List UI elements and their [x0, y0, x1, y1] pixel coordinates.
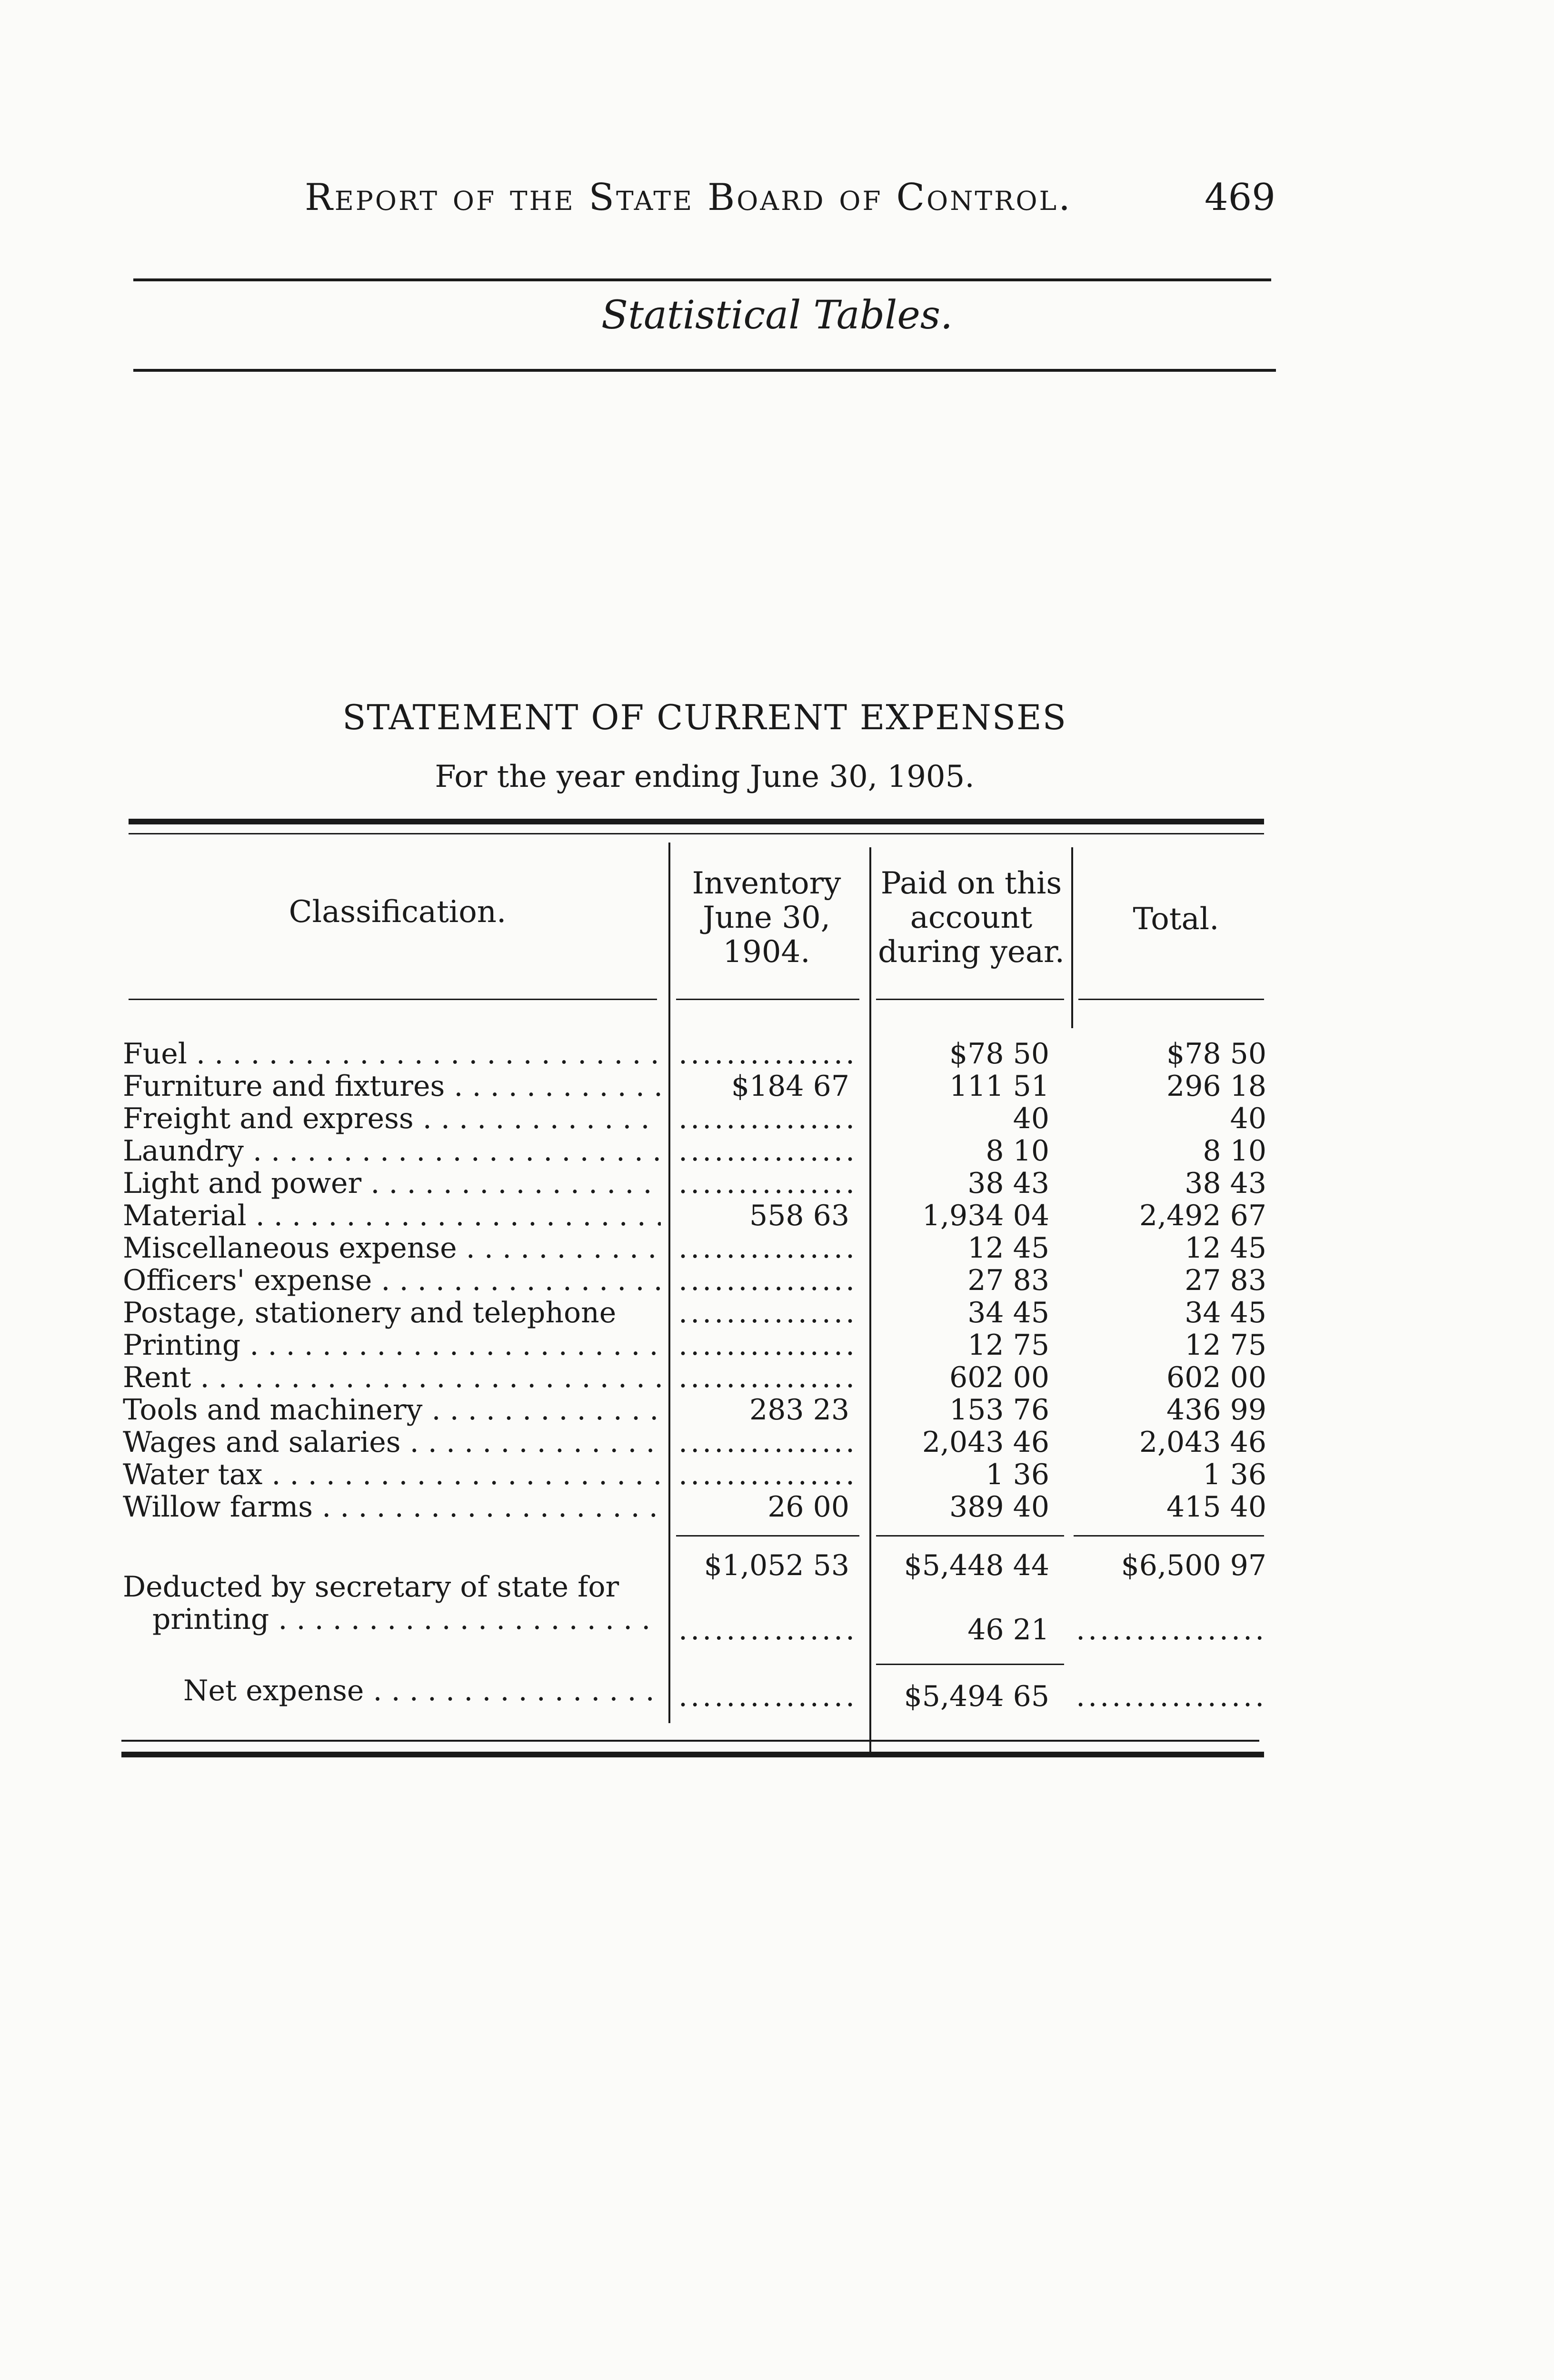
- row-inventory: 558 63: [749, 1199, 849, 1232]
- column-divider-2: [869, 847, 871, 1752]
- row-label: Wages and salaries . . .: [123, 1426, 661, 1458]
- row-paid: 153 76: [949, 1393, 1049, 1427]
- row-label: Postage, stationery and telephone: [123, 1297, 617, 1329]
- net-expense-label: Net expense . . .: [183, 1675, 662, 1707]
- row-label: Material . . .: [123, 1200, 661, 1232]
- net-total-leader: [1076, 1680, 1266, 1713]
- row-total: 34 45: [1185, 1296, 1266, 1329]
- row-paid: 111 51: [949, 1070, 1049, 1103]
- row-inventory-leader: [678, 1329, 859, 1361]
- header-rule-bottom: [133, 369, 1276, 372]
- table-subtitle: For the year ending June 30, 1905.: [435, 759, 975, 794]
- row-paid: 389 40: [949, 1490, 1049, 1524]
- row-total: 27 83: [1185, 1264, 1266, 1297]
- col-header-paid: Paid on this account during year.: [878, 866, 1065, 970]
- row-label: Light and power . . .: [123, 1167, 661, 1200]
- net-expense-paid: $5,494 65: [904, 1680, 1049, 1713]
- row-label: Officers' expense . . .: [123, 1264, 661, 1297]
- row-label: Water tax . . .: [123, 1458, 661, 1491]
- row-inventory-leader: [678, 1426, 859, 1458]
- row-paid: 602 00: [949, 1361, 1049, 1394]
- column-divider-3: [1071, 847, 1073, 1028]
- row-paid: 8 10: [986, 1134, 1049, 1168]
- table-top-rule-thick: [129, 819, 1264, 824]
- row-inventory-leader: [678, 1458, 859, 1491]
- net-rule-paid: [876, 1664, 1064, 1665]
- row-total: 12 45: [1185, 1231, 1266, 1265]
- deducted-total-leader: [1076, 1614, 1266, 1646]
- row-inventory-leader: [678, 1232, 859, 1264]
- row-label: Furniture and fixtures . . .: [123, 1070, 661, 1102]
- row-paid: 1,934 04: [922, 1199, 1049, 1232]
- row-paid: 38 43: [967, 1167, 1049, 1200]
- section-subtitle: Statistical Tables.: [601, 293, 953, 338]
- total-inventory: $1,052 53: [704, 1549, 849, 1582]
- row-label: Miscellaneous expense . . .: [123, 1232, 661, 1264]
- row-inventory: 26 00: [767, 1490, 849, 1524]
- table-top-rule-thin: [129, 833, 1264, 834]
- row-paid: 12 75: [967, 1329, 1049, 1362]
- grand-total: $6,500 97: [1121, 1549, 1266, 1582]
- row-inventory-leader: [678, 1038, 859, 1070]
- table-title: STATEMENT OF CURRENT EXPENSES: [342, 697, 1067, 737]
- row-total: 8 10: [1203, 1134, 1266, 1168]
- running-title: Report of the State Board of Control.: [305, 176, 1072, 219]
- table-bottom-rule-thick: [121, 1752, 1264, 1757]
- deducted-inventory-leader: [678, 1614, 859, 1646]
- row-total: 436 99: [1166, 1393, 1266, 1427]
- col-header-inventory: Inventory June 30, 1904.: [692, 866, 841, 970]
- row-inventory: $184 67: [731, 1070, 849, 1103]
- row-total: 1 36: [1203, 1458, 1266, 1491]
- col-header-classification: Classification.: [289, 894, 507, 930]
- row-label: Rent . . .: [123, 1361, 661, 1394]
- row-inventory-leader: [678, 1167, 859, 1200]
- subtotal-rule-total: [1074, 1535, 1264, 1537]
- header-underline-classification: [129, 999, 657, 1000]
- row-inventory-leader: [678, 1102, 859, 1135]
- row-paid: 40: [1013, 1102, 1049, 1135]
- header-underline-paid: [876, 999, 1064, 1000]
- row-paid: 27 83: [967, 1264, 1049, 1297]
- deducted-paid: 46 21: [967, 1613, 1049, 1646]
- row-total: 602 00: [1166, 1361, 1266, 1394]
- row-paid: 12 45: [967, 1231, 1049, 1265]
- row-paid: 34 45: [967, 1296, 1049, 1329]
- row-inventory-leader: [678, 1297, 859, 1329]
- row-label: Tools and machinery . . .: [123, 1394, 661, 1426]
- row-total: 38 43: [1185, 1167, 1266, 1200]
- column-divider-1: [668, 843, 670, 1723]
- row-inventory: 283 23: [749, 1393, 849, 1427]
- row-total: 40: [1230, 1102, 1266, 1135]
- deducted-label-line2: printing . . .: [152, 1603, 662, 1636]
- row-label: Printing . . .: [123, 1329, 661, 1361]
- total-paid: $5,448 44: [904, 1549, 1049, 1582]
- row-total: 2,043 46: [1139, 1426, 1266, 1459]
- row-inventory-leader: [678, 1361, 859, 1394]
- row-paid: 1 36: [986, 1458, 1049, 1491]
- row-label: Willow farms . . .: [123, 1491, 661, 1523]
- header-underline-inventory: [676, 999, 859, 1000]
- row-total: 415 40: [1166, 1490, 1266, 1524]
- header-rule-top: [133, 278, 1271, 281]
- row-label: Freight and express . . .: [123, 1102, 661, 1135]
- row-label: Fuel . . .: [123, 1038, 661, 1070]
- net-inventory-leader: [678, 1680, 859, 1713]
- page-number: 469: [1205, 176, 1275, 219]
- header-underline-total: [1078, 999, 1264, 1000]
- col-header-total: Total.: [1133, 902, 1219, 937]
- row-total: 2,492 67: [1139, 1199, 1266, 1232]
- row-label: Laundry . . .: [123, 1135, 661, 1167]
- deducted-label-line1: Deducted by secretary of state for: [123, 1571, 619, 1603]
- row-total: 12 75: [1185, 1329, 1266, 1362]
- row-total: 296 18: [1166, 1070, 1266, 1103]
- row-paid: 2,043 46: [922, 1426, 1049, 1459]
- row-paid: $78 50: [949, 1037, 1049, 1071]
- subtotal-rule-paid: [876, 1535, 1064, 1537]
- row-total: $78 50: [1166, 1037, 1266, 1071]
- row-inventory-leader: [678, 1264, 859, 1297]
- row-inventory-leader: [678, 1135, 859, 1167]
- table-bottom-rule-thin: [121, 1740, 1259, 1742]
- subtotal-rule-inventory: [676, 1535, 859, 1537]
